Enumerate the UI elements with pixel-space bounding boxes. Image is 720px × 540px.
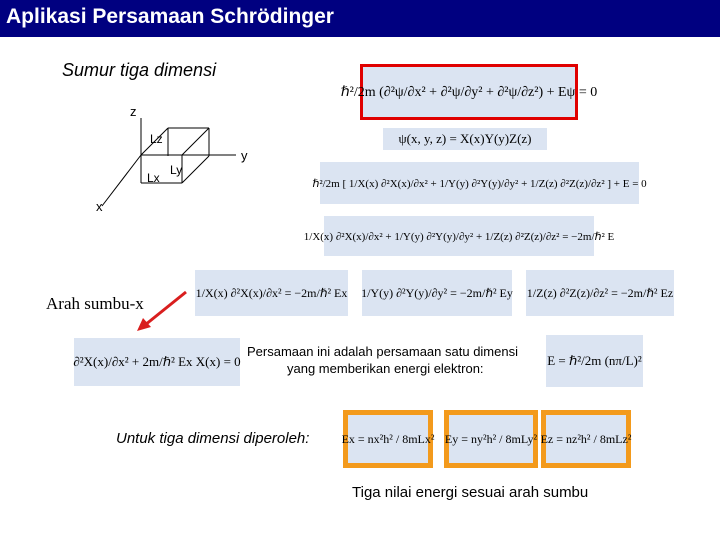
x-axis-line [102, 155, 141, 206]
lz-label: Lz [150, 132, 163, 146]
arah-sumbu-x-label: Arah sumbu-x [46, 294, 144, 313]
ey-equation: Ey = ny²h² / 8mLy² [444, 410, 538, 468]
z-axis-label: z [130, 104, 137, 119]
schrodinger-3d-equation: ℏ²/2m (∂²ψ/∂x² + ∂²ψ/∂y² + ∂²ψ/∂z²) + Eψ = 0 [360, 64, 578, 120]
substituted-equation: ℏ²/2m [ 1/X(x) ∂²X(x)/∂x² + 1/Y(y) ∂²Y(y)/∂y² + 1/Z(z) ∂²Z(z)/∂z² ] + E = 0 [320, 162, 639, 204]
energy-1d-equation: E = ℏ²/2m (nπ/L)² [546, 335, 643, 387]
separation-equation: ψ(x, y, z) = X(x)Y(y)Z(z) [383, 128, 547, 150]
persamaan-line2: yang memberikan energi elektron: [287, 361, 484, 376]
y-axis-label: y [241, 148, 248, 163]
rearranged-equation: 1/X(x) ∂²X(x)/∂x² + 1/Y(y) ∂²Y(y)/∂y² + 1/Z(z) ∂²Z(z)/∂z² = −2m/ℏ² E [324, 216, 594, 256]
y-part-equation: 1/Y(y) ∂²Y(y)/∂y² = −2m/ℏ² Ey [362, 270, 512, 316]
page-title: Aplikasi Persamaan Schrödinger [6, 5, 334, 28]
x-axis-label: x [96, 199, 103, 214]
ex-equation: Ex = nx²h² / 8mLx² [343, 410, 433, 468]
red-arrow [145, 292, 186, 325]
ly-label: Ly [170, 163, 183, 177]
untuk-tiga-label: Untuk tiga dimensi diperoleh: [116, 430, 310, 447]
z-part-equation: 1/Z(z) ∂²Z(z)/∂z² = −2m/ℏ² Ez [526, 270, 674, 316]
lx-label: Lx [147, 171, 160, 185]
ez-equation: Ez = nz²h² / 8mLz² [541, 410, 631, 468]
subtitle: Sumur tiga dimensi [62, 60, 217, 80]
x-part-equation: 1/X(x) ∂²X(x)/∂x² = −2m/ℏ² Ex [195, 270, 348, 316]
persamaan-line1: Persamaan ini adalah persamaan satu dimensi [247, 344, 518, 359]
x-axis-equation: ∂²X(x)/∂x² + 2m/ℏ² Ex X(x) = 0 [74, 338, 240, 386]
tiga-nilai-label: Tiga nilai energi sesuai arah sumbu [352, 484, 589, 501]
